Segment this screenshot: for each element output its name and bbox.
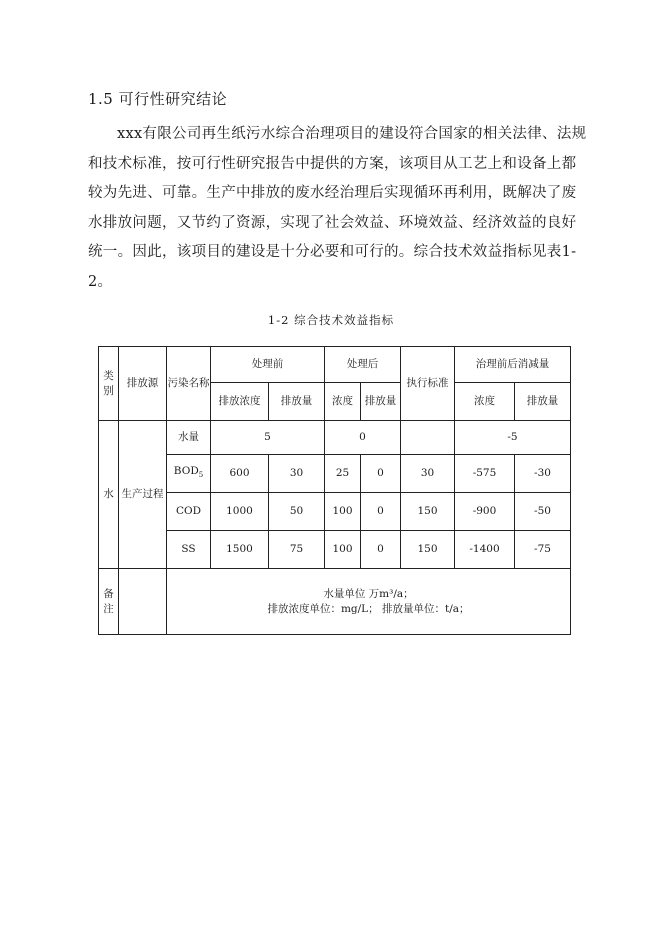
red-amt-cell: -75	[515, 531, 571, 569]
header-reduction: 治理前后消减量	[455, 347, 571, 383]
table-row	[99, 493, 571, 531]
after-conc-cell: 100	[325, 531, 361, 569]
before-amt-cell: 75	[269, 531, 325, 569]
standard-cell: 150	[401, 493, 455, 531]
pollutant-cell: COD	[167, 493, 211, 531]
after-cell: 0	[325, 421, 401, 455]
header-before-conc: 排放浓度	[211, 383, 269, 421]
standard-cell: 30	[401, 455, 455, 493]
table-caption: 1-2 综合技术效益指标	[267, 313, 395, 327]
after-conc-cell: 25	[325, 455, 361, 493]
table-row	[99, 455, 571, 493]
standard-cell	[401, 421, 455, 455]
remark-line: 排放浓度单位：mg/L； 排放量单位：t/a；	[267, 602, 470, 615]
header-pollutant: 污染名称	[167, 347, 211, 421]
standard-cell: 150	[401, 531, 455, 569]
before-conc-cell: 1000	[211, 493, 269, 531]
header-source: 排放源	[119, 347, 167, 421]
section-heading: 1.5 可行性研究结论	[88, 90, 228, 108]
remark-content	[167, 569, 571, 635]
before-conc-cell: 600	[211, 455, 269, 493]
red-conc-cell: -1400	[455, 531, 515, 569]
before-cell: 5	[211, 421, 325, 455]
after-amt-cell: 0	[361, 531, 401, 569]
red-conc-cell: -575	[455, 455, 515, 493]
header-category: 类别	[99, 347, 119, 421]
red-conc-cell: -900	[455, 493, 515, 531]
table-row	[99, 421, 571, 455]
remark-line: 水量单位 万m³/a；	[323, 587, 414, 600]
table-row	[99, 531, 571, 569]
benefit-table	[98, 346, 571, 635]
header-after: 处理后	[325, 347, 401, 383]
header-before-amt: 排放量	[269, 383, 325, 421]
paragraph-text: xxx有限公司再生纸污水综合治理项目的建设符合国家的相关法律、法规和技术标准，按可行性研究报告中提供的方案，该项目从工艺上和设备上都较为先进、可靠。生产中排放的废水经治理后实现循环再利用，既解决了废水排放问题，又节约了资源，实现了社会效益、环境效益、经济效益的良好统一。因此，该项目的建设是十分必要和可行的。综合技术效益指标见表1-2。	[88, 126, 587, 290]
red-amt-cell: -50	[515, 493, 571, 531]
before-conc-cell: 1500	[211, 531, 269, 569]
category-cell: 水	[99, 421, 119, 569]
header-after-amt: 排放量	[361, 383, 401, 421]
after-amt-cell: 0	[361, 455, 401, 493]
pollutant-cell: 水量	[167, 421, 211, 455]
header-row-1	[99, 347, 571, 383]
before-amt-cell: 50	[269, 493, 325, 531]
body-paragraph	[88, 120, 588, 297]
before-amt-cell: 30	[269, 455, 325, 493]
after-conc-cell: 100	[325, 493, 361, 531]
header-red-conc: 浓度	[455, 383, 515, 421]
reduction-cell: -5	[455, 421, 571, 455]
remark-spacer	[119, 569, 167, 635]
after-amt-cell: 0	[361, 493, 401, 531]
red-amt-cell: -30	[515, 455, 571, 493]
header-after-conc: 浓度	[325, 383, 361, 421]
pollutant-cell: SS	[167, 531, 211, 569]
header-red-amt: 排放量	[515, 383, 571, 421]
remark-row	[99, 569, 571, 635]
source-cell: 生产过程	[119, 421, 167, 569]
header-standard: 执行标准	[401, 347, 455, 421]
pollutant-cell: $BOD_5$	[167, 455, 211, 493]
header-before: 处理前	[211, 347, 325, 383]
remark-label: 备注	[99, 569, 119, 635]
